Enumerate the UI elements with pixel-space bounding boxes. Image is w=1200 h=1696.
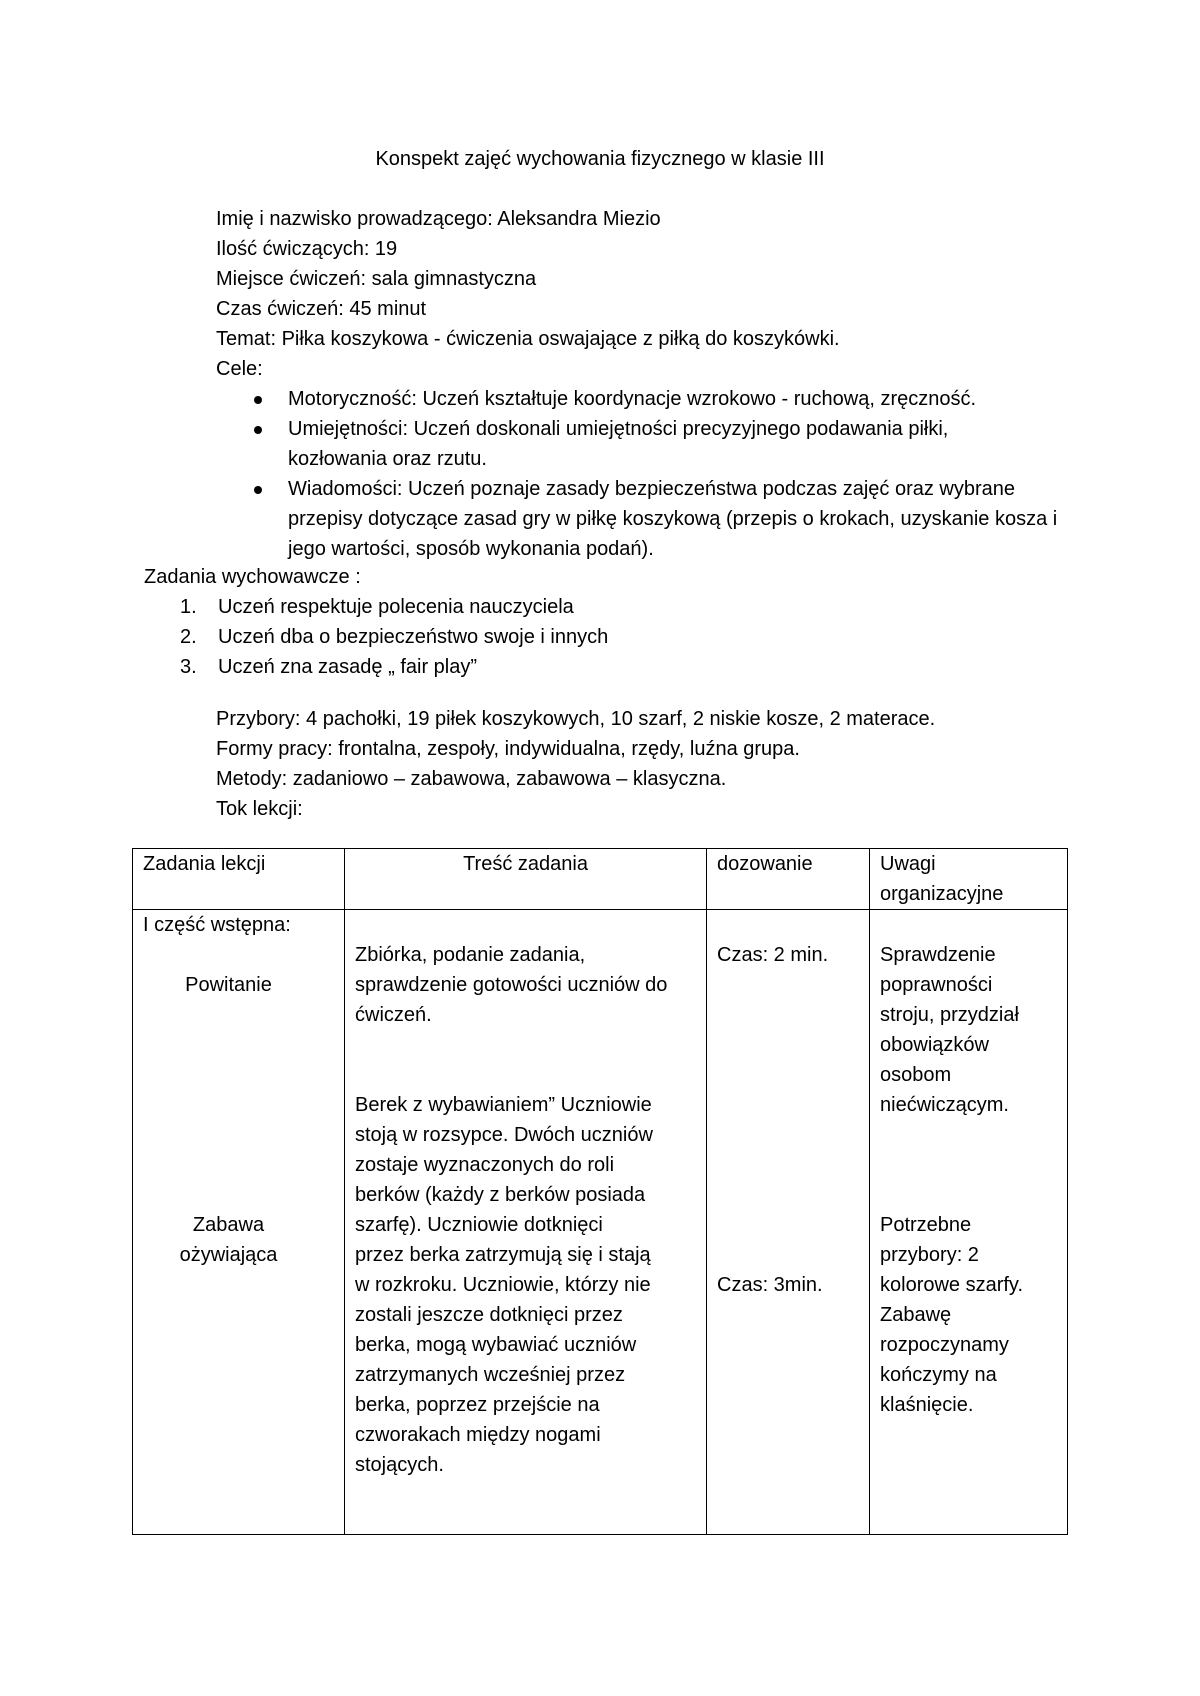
teacher-line: Imię i nazwisko prowadzącego: Aleksandra Miezio [216, 208, 661, 230]
content-game: Berek z wybawianiem” Uczniowie stoją w rozsypce. Dwóch uczniów zostaje wyznaczonych do roli berków (każdy z berków posiada szarfę). Uczniowie dotknięci przez berka zatrzymują się i stają w rozkroku. Uczniowie, którzy nie zostali jeszcze dotknięci przez berka, mogą wybawiać uczniów zatrzymanych wcześniej przez berka, poprzez przejście na czworakach między nogami stojących. [355, 1094, 653, 1476]
time-line: Czas ćwiczeń: 45 minut [216, 298, 427, 320]
goals-label: Cele: [216, 358, 263, 380]
forms-line: Formy pracy: frontalna, zespoły, indywidualna, rzędy, luźna grupa. [216, 738, 800, 760]
methods-line: Metody: zadaniowo – zabawowa, zabawowa – klasyczna. [216, 768, 727, 790]
goals-list [216, 384, 1116, 564]
lesson-info-2 [216, 704, 1116, 824]
topic-line: Temat: Piłka koszykowa - ćwiczenia oswajające z piłką do koszykówki. [216, 328, 840, 350]
dose-cell [707, 910, 870, 1535]
goal-item: Motoryczność: Uczeń kształtuje koordynacje wzrokowo - ruchową, zręczność. [216, 384, 1088, 414]
tasks-list [144, 592, 1044, 682]
notes-welcome: Sprawdzenie poprawności stroju, przydział obowiązków osobom niećwiczącym. [880, 944, 1019, 1116]
task-item: 2. Uczeń dba o bezpieczeństwo swoje i innych [180, 626, 609, 648]
goal-item: Umiejętności: Uczeń doskonali umiejętności precyzyjnego podawania piłki, kozłowania oraz rzutu. [216, 414, 1028, 474]
header-cell: Uwagi organizacyjne [870, 849, 1068, 910]
document-title: Konspekt zajęć wychowania fizycznego w klasie III [375, 148, 825, 170]
tasks-heading: Zadania wychowawcze : [144, 566, 361, 588]
bullet-icon [254, 486, 262, 494]
task-cell [133, 910, 345, 1535]
bullet-icon [254, 396, 262, 404]
task-item: 3. Uczeń zna zasadę „ fair play” [180, 656, 478, 678]
task-game: Zabawa ożywiająca [179, 1214, 278, 1266]
lesson-table [132, 848, 1068, 1535]
bullet-icon [254, 426, 262, 434]
notes-game: Potrzebne przybory: 2 kolorowe szarfy. Zabawę rozpoczynamy kończymy na klaśnięcie. [880, 1214, 1024, 1416]
header-cell: dozowanie [707, 849, 870, 910]
course-line: Tok lekcji: [216, 798, 303, 820]
task-item: 1. Uczeń respektuje polecenia nauczyciela [180, 596, 574, 618]
content-welcome: Zbiórka, podanie zadania, sprawdzenie gotowości uczniów do ćwiczeń. [355, 944, 668, 1026]
task-welcome: Powitanie [185, 974, 272, 996]
dose-game: Czas: 3min. [717, 1274, 823, 1296]
notes-cell [870, 910, 1068, 1535]
lesson-info [216, 204, 1116, 564]
participants-line: Ilość ćwiczących: 19 [216, 238, 398, 260]
table-row [133, 910, 1068, 1535]
goal-item: Wiadomości: Uczeń poznaje zasady bezpieczeństwa podczas zajęć oraz wybrane przepisy dotyczące zasad gry w piłkę koszykową (przepis o krokach, uzyskanie kosza i jego wartości, sposób wykonania podań). [216, 474, 1068, 564]
dose-welcome: Czas: 2 min. [717, 944, 829, 966]
place-line: Miejsce ćwiczeń: sala gimnastyczna [216, 268, 537, 290]
equipment-line: Przybory: 4 pachołki, 19 piłek koszykowych, 10 szarf, 2 niskie kosze, 2 materace. [216, 708, 936, 730]
header-cell: Treść zadania [345, 849, 707, 910]
header-cell: Zadania lekcji [133, 849, 345, 910]
content-cell [345, 910, 707, 1535]
table-header-row [133, 849, 1068, 910]
part-label: I część wstępna: [143, 914, 291, 936]
